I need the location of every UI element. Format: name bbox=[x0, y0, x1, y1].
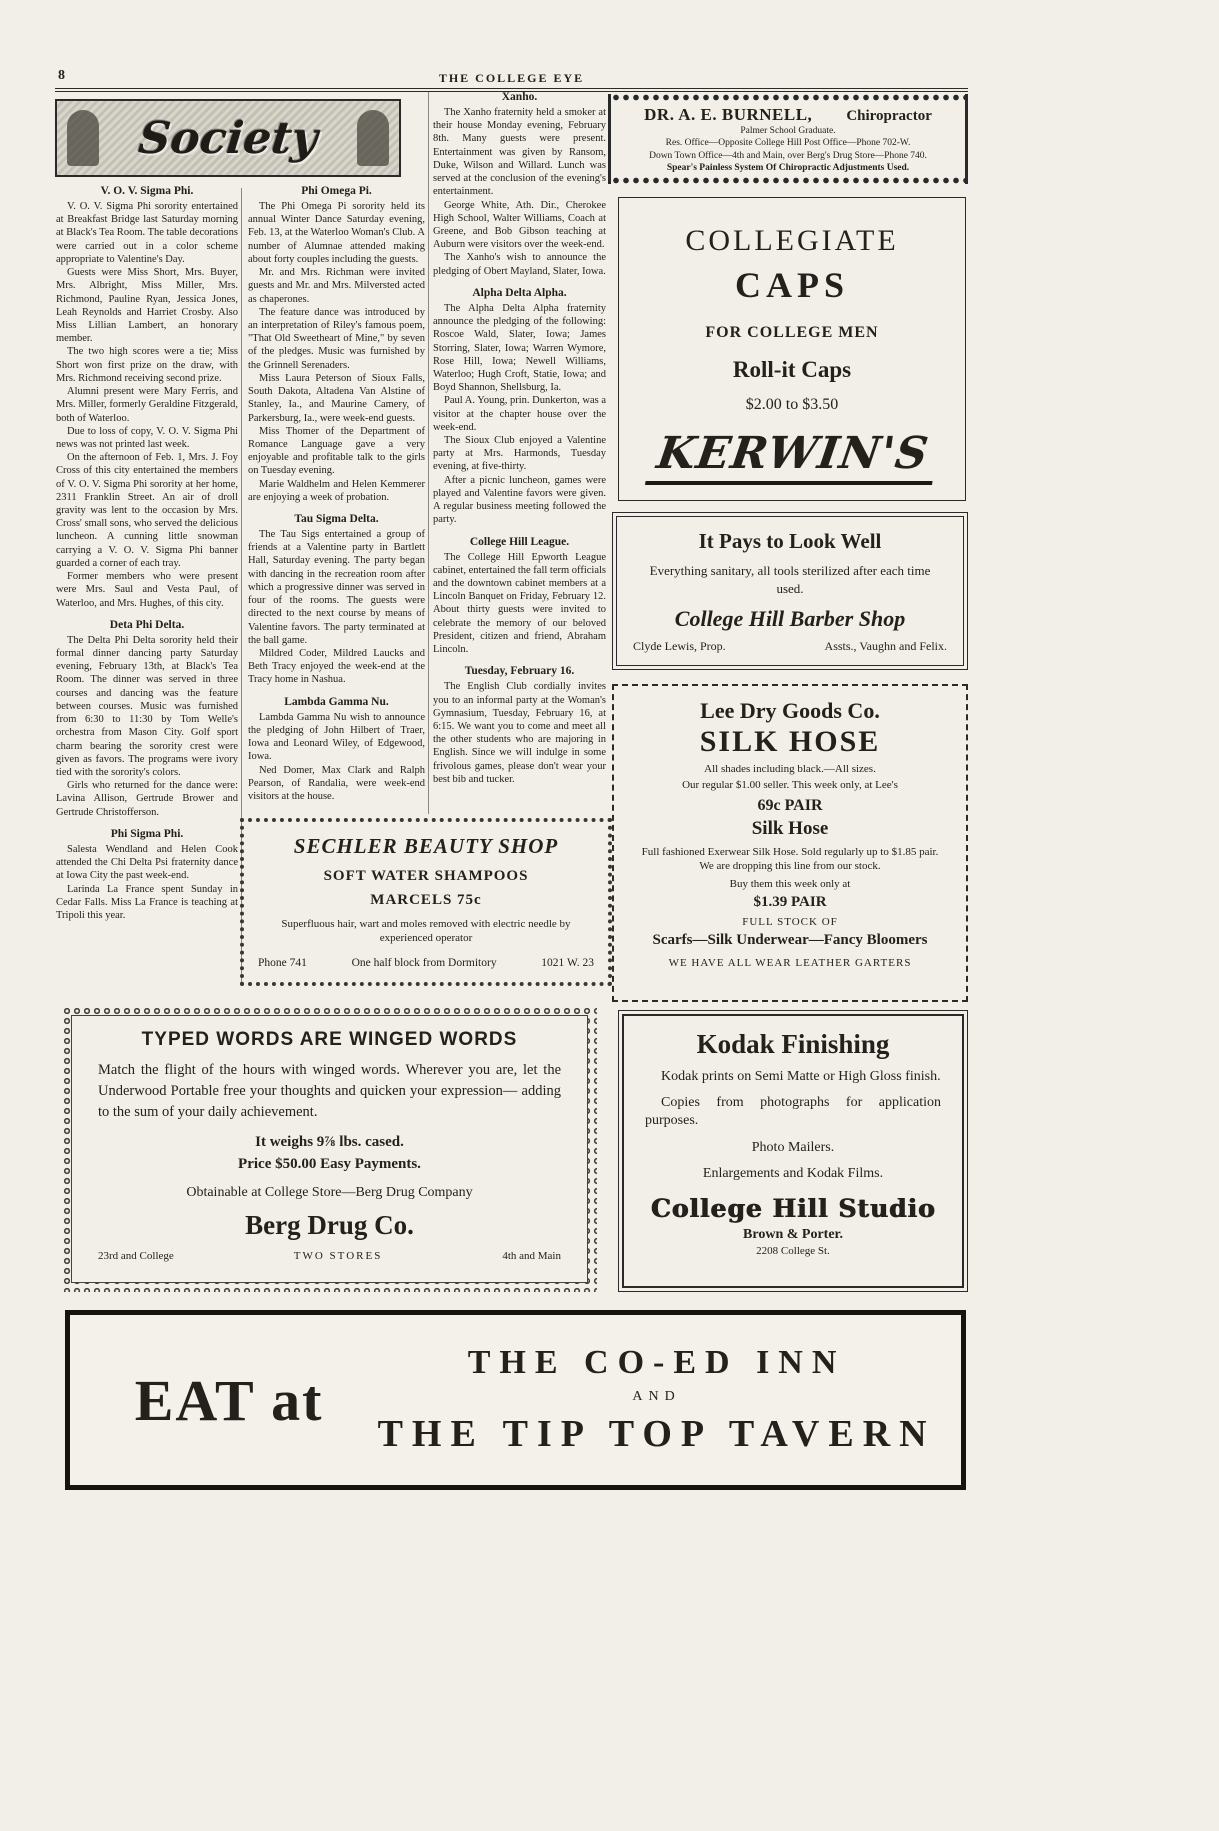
news-column-2 bbox=[248, 184, 425, 818]
article-title: Tuesday, February 16. bbox=[464, 665, 575, 678]
article-tau-sigma-delta bbox=[248, 513, 425, 687]
article-paragraph: Salesta Wendland and Helen Cook attended the Chi Delta Psi fraternity dance at Iowa City the past week-end. bbox=[56, 843, 238, 882]
underwood-body: Match the flight of the hours with winged words. Wherever you are, let the Underwood Portable free your thoughts and quicken your expression— adding to the sum of your daily achievement. bbox=[98, 1062, 561, 1121]
article-lambda-gamma-nu bbox=[248, 696, 425, 804]
article-paragraph: The Alpha Delta Alpha fraternity announce the pledging of the following: Roscoe Wald, Slater, Iowa; James Storring, Slater, Iowa; Warren Wymore, Rose Hill, Iowa; Newell Williams, Waterloo; Hugh Croft, Statie, Iowa; and Boyd Shannon, Shellsburg, Ia. bbox=[433, 302, 606, 394]
news-column-3 bbox=[433, 90, 606, 816]
page-number: 8 bbox=[58, 68, 65, 83]
kerwins-caps-ad bbox=[618, 197, 966, 501]
underwood-price: Price $50.00 Easy Payments. bbox=[238, 1156, 421, 1173]
society-section-banner bbox=[55, 99, 401, 177]
article-paragraph: George White, Ath. Dir., Cherokee High School, Walter Williams, Coach at Greene, and Bob Gibson teaching at Auburn were visitors over the week-end. bbox=[433, 199, 606, 251]
article-college-hill-league bbox=[433, 536, 606, 657]
kodak-paragraph: Kodak prints on Semi Matte or High Gloss finish. bbox=[661, 1069, 941, 1084]
kodak-paragraph: Enlargements and Kodak Films. bbox=[702, 1165, 884, 1181]
lee-line: Scarfs—Silk Underwear—Fancy Bloomers bbox=[652, 931, 928, 948]
article-title: Deta Phi Delta. bbox=[109, 618, 185, 631]
caps-ad-price: $2.00 to $3.50 bbox=[745, 396, 839, 413]
article-paragraph: Miss Thomer of the Department of Romance Language gave a very enjoyable and profitable talk to the girls on Tuesday evening. bbox=[248, 425, 425, 477]
coed-inn-name: THE CO-ED INN bbox=[467, 1344, 846, 1381]
eat-lead: EAT at bbox=[134, 1367, 324, 1433]
studio-owners: Brown & Porter. bbox=[743, 1226, 843, 1242]
college-hill-studio-name: College Hill Studio bbox=[650, 1193, 936, 1223]
article-title: Phi Sigma Phi. bbox=[110, 827, 184, 840]
sechler-body: Superfluous hair, wart and moles removed with electric needle by experienced operator bbox=[281, 918, 571, 945]
scallop-border-icon bbox=[611, 177, 965, 184]
column-rule bbox=[428, 92, 429, 814]
article-paragraph: Guests were Miss Short, Mrs. Buyer, Mrs. Albright, Miss Miller, Mrs. Richmond, Pauline Ryan, Jessica Jones, Leah Reynolds and Harriet Crosby. Also Miss Lillian Lambert, an honorary member. bbox=[56, 267, 238, 345]
article-paragraph: Girls who returned for the dance were: Lavina Allison, Gertrude Brower and Gertrude Christofferson. bbox=[56, 780, 238, 818]
sechler-line: SOFT WATER SHAMPOOS bbox=[323, 868, 529, 884]
article-paragraph: Lambda Gamma Nu wish to announce the pledging of John Hilbert of Traer, Iowa and Leonard Wiley, of Edgewood, Iowa. bbox=[248, 711, 425, 763]
burnell-profession: Chiropractor bbox=[846, 108, 932, 124]
article-paragraph: The Xanho's wish to announce the pledging of Obert Mayland, Slater, Iowa. bbox=[433, 252, 606, 277]
article-phi-sigma-phi bbox=[56, 828, 238, 922]
article-paragraph: The Xanho fraternity held a smoker at their house Monday evening, February 8th. Many guests were present. Entertainment was given by Ransom, Duke, Wilson and Willard. Lunch was served at the conclusion of the evening's entertainment. bbox=[433, 107, 606, 198]
barber-assistants: Assts., Vaughn and Felix. bbox=[824, 639, 947, 654]
berg-drug-name: Berg Drug Co. bbox=[245, 1210, 414, 1241]
article-paragraph: Due to loss of copy, V. O. V. Sigma Phi news was not printed last week. bbox=[56, 425, 238, 450]
barber-shop-name: College Hill Barber Shop bbox=[674, 606, 906, 632]
underwood-obtainable: Obtainable at College Store—Berg Drug Company bbox=[186, 1185, 473, 1201]
kerwins-logo: KERWIN'S bbox=[645, 428, 940, 485]
lee-dry-goods-ad bbox=[612, 684, 968, 1002]
article-paragraph: The College Hill Epworth League cabinet, entertained the fall term officials and the downtown cabinet members at a Lincoln Banquet on Friday, February 12. About thirty guests were invited to celebrate the memory of our beloved President, citizen and friend, Abraham Lincoln. bbox=[433, 551, 606, 656]
article-paragraph: On the afternoon of Feb. 1, Mrs. J. Foy Cross of this city entertained the members of V. O. V. Sigma Phi sorority at her home, 2311 Franklin Street. An air of droll gravity was lent to the occasion by Mrs. Cross' small sons, who served the delicious luncheon. A cunning little snowman carrying a V. O. V. Sigma Phi banner guarded a corner of each tray. bbox=[56, 452, 238, 569]
article-title: Alpha Delta Alpha. bbox=[472, 286, 567, 299]
lee-line: FULL STOCK OF bbox=[742, 915, 838, 928]
scallop-border-icon bbox=[611, 94, 965, 101]
article-paragraph: Ned Domer, Max Clark and Ralph Pearson, of Randalia, were week-end visitors at the house. bbox=[248, 764, 425, 802]
sechler-location: One half block from Dormitory bbox=[351, 956, 497, 969]
article-title: V. O. V. Sigma Phi. bbox=[100, 185, 194, 197]
barber-proprietor: Clyde Lewis, Prop. bbox=[633, 639, 726, 654]
caps-ad-line: COLLEGIATE bbox=[685, 224, 899, 257]
kodak-headline: Kodak Finishing bbox=[696, 1029, 890, 1059]
underwood-ad-inner bbox=[71, 1015, 588, 1283]
sechler-phone: Phone 741 bbox=[258, 956, 307, 969]
caps-ad-line: FOR COLLEGE MEN bbox=[705, 324, 879, 341]
society-banner-title: Society bbox=[136, 112, 320, 164]
article-paragraph: Marie Waldhelm and Helen Kemmerer are enjoying a week of probation. bbox=[248, 478, 425, 503]
article-title: Phi Omega Pi. bbox=[301, 185, 372, 197]
article-vov-sigma-phi bbox=[56, 185, 238, 610]
article-paragraph: The Delta Phi Delta sorority held their formal dinner dancing party Saturday evening, February 13th, at Black's Tea Room. The dinner was served in three courses and dancing was the feature between courses. Music was furnished from 6:30 to 11:30 by Tom Welle's orchestra from Mason City. Golf sport charm bearing the sorority crest were given as favors. The programs were ivory tied with the sorority's colors. bbox=[56, 634, 238, 778]
caps-ad-line: Roll-it Caps bbox=[732, 357, 852, 382]
article-phi-omega-pi bbox=[248, 185, 425, 504]
lee-subhead: Silk Hose bbox=[751, 818, 829, 839]
eat-conjunction: AND bbox=[632, 1389, 681, 1404]
caps-ad-line: CAPS bbox=[734, 265, 849, 305]
studio-address: 2208 College St. bbox=[756, 1244, 830, 1257]
article-paragraph: The Tau Sigs entertained a group of friends at a Valentine party in Bartlett Hall, Saturday evening. The party began with dancing in the recreation room after which a progressive dinner was served in four of the rooms. The guests were directed to the next course by means of Valentine favors. The party terminated at the ball game. bbox=[248, 529, 425, 646]
article-title: Lambda Gamma Nu. bbox=[284, 695, 389, 708]
article-paragraph: Larinda La France spent Sunday in Cedar Falls. Miss La France is teaching at Tripoli this year. bbox=[56, 883, 238, 921]
article-paragraph: Mr. and Mrs. Richman were invited guests and Mr. and Mrs. Milversted acted as chaperones. bbox=[248, 267, 425, 305]
article-paragraph: The feature dance was introduced by an interpretation of Riley's famous poem, "That Old Sweetheart of Mine," by seven of the pledges. Music was furnished by the Grinnell Serenaders. bbox=[248, 306, 425, 371]
article-paragraph: Former members who were present were Mrs. Saul and Vesta Paul, of Waterloo, and Mrs. Hughes, of this city. bbox=[56, 571, 238, 609]
article-deta-phi-delta bbox=[56, 619, 238, 819]
article-alpha-delta-alpha bbox=[433, 287, 606, 527]
lee-line: Buy them this week only at bbox=[729, 877, 851, 890]
burnell-name: DR. A. E. BURNELL, bbox=[644, 105, 813, 124]
lee-headline: SILK HOSE bbox=[699, 725, 881, 758]
kodak-finishing-ad bbox=[618, 1010, 968, 1292]
article-paragraph: Miss Laura Peterson of Sioux Falls, South Dakota, Altadena Van Alstine of Stanley, Ia., and Maurine Camery, of Parkersburg, Ia., were week-end guests. bbox=[248, 372, 425, 424]
barber-shop-ad bbox=[612, 512, 968, 670]
sechler-line: MARCELS 75c bbox=[370, 892, 482, 908]
burnell-line: Palmer School Graduate. bbox=[740, 126, 836, 136]
article-title: College Hill League. bbox=[469, 535, 570, 548]
lee-line: Our regular $1.00 seller. This week only, at Lee's bbox=[682, 779, 898, 791]
article-title: Xanho. bbox=[501, 91, 538, 103]
lee-line: All shades including black.—All sizes. bbox=[704, 763, 876, 775]
article-paragraph: The two high scores were a tie; Miss Short won first prize on the draw, with Mrs. Richmond receiving second prize. bbox=[56, 346, 238, 384]
kodak-paragraph: Copies from photographs for application purposes. bbox=[645, 1095, 941, 1129]
newspaper-masthead: THE COLLEGE EYE bbox=[438, 71, 585, 85]
sechler-address: 1021 W. 23 bbox=[541, 956, 594, 969]
burnell-line: Res. Office—Opposite College Hill Post Office—Phone 702-W. bbox=[665, 138, 911, 149]
article-paragraph: V. O. V. Sigma Phi sorority entertained at Breakfast Bridge last Saturday morning at Black's Tea Room. The table decorations were carried out in a color scheme appropriate to Valentine's Day. bbox=[56, 201, 238, 265]
society-figure-right-icon bbox=[357, 110, 389, 166]
berg-store-right: 4th and Main bbox=[502, 1250, 561, 1263]
eat-banner-ad bbox=[65, 1310, 966, 1490]
article-paragraph: The English Club cordially invites you to an informal party at the Woman's Gymnasium, Tuesday, February 16, at 6:15. We want you to come and meet all the other students who are majoring in English. Since we will indulge in some frivolous games, please don't wear your best bib and tucker. bbox=[433, 681, 606, 785]
sechler-name: SECHLER BEAUTY SHOP bbox=[293, 834, 559, 858]
article-paragraph: Alumni present were Mary Ferris, and Mrs. Miller, formerly Geraldine Fitzgerald, both of Waterloo. bbox=[56, 386, 238, 424]
burnell-line: Spear's Painless System Of Chiropractic Adjustments Used. bbox=[666, 163, 910, 174]
article-paragraph: Mildred Coder, Mildred Laucks and Beth Tracy enjoyed the week-end at the Tracy home in Nashua. bbox=[248, 648, 425, 686]
berg-store-left: 23rd and College bbox=[98, 1250, 174, 1263]
article-paragraph: Paul A. Young, prin. Dunkerton, was a visitor at the chapter house over the week-end. bbox=[433, 395, 606, 433]
article-tuesday-february-16 bbox=[433, 665, 606, 786]
article-xanho bbox=[433, 91, 606, 278]
burnell-line: Down Town Office—4th and Main, over Berg's Drug Store—Phone 740. bbox=[649, 150, 927, 161]
article-paragraph: After a picnic luncheon, games were played and Valentine favors were given. A regular business meeting followed the party. bbox=[433, 474, 606, 526]
lee-body: Full fashioned Exerwear Silk Hose. Sold regularly up to $1.85 pair. We are dropping this line from our stock. bbox=[641, 846, 939, 873]
berg-two-stores: TWO STORES bbox=[293, 1250, 383, 1263]
tip-top-tavern-name: THE TIP TOP TAVERN bbox=[377, 1413, 936, 1455]
news-column-1 bbox=[56, 184, 238, 988]
lee-line: WE HAVE ALL WEAR LEATHER GARTERS bbox=[668, 956, 912, 969]
sechler-beauty-shop-ad bbox=[240, 818, 612, 986]
society-figure-left-icon bbox=[67, 110, 99, 166]
article-title: Tau Sigma Delta. bbox=[294, 513, 379, 526]
underwood-headline: TYPED WORDS ARE WINGED WORDS bbox=[141, 1029, 518, 1050]
article-paragraph: The Phi Omega Pi sorority held its annual Winter Dance Saturday evening, Feb. 13, at the Waterloo Woman's Club. A number of Alumnae attended making about forty couples including the guests. bbox=[248, 201, 425, 265]
burnell-chiropractor-ad bbox=[608, 94, 968, 184]
lee-price: 69c PAIR bbox=[757, 797, 823, 814]
lee-price: $1.39 PAIR bbox=[753, 893, 827, 910]
article-paragraph: The Sioux Club enjoyed a Valentine party at Mrs. Harmonds, Tuesday evening, at five-thirty. bbox=[433, 435, 606, 473]
underwood-berg-drug-ad bbox=[62, 1006, 597, 1292]
kodak-paragraph: Photo Mailers. bbox=[751, 1139, 835, 1155]
underwood-weight: It weighs 9⅞ lbs. cased. bbox=[255, 1134, 404, 1151]
barber-headline: It Pays to Look Well bbox=[698, 529, 882, 553]
lee-store-name: Lee Dry Goods Co. bbox=[700, 698, 880, 723]
barber-body: Everything sanitary, all tools sterilized after each time used. bbox=[649, 563, 931, 596]
